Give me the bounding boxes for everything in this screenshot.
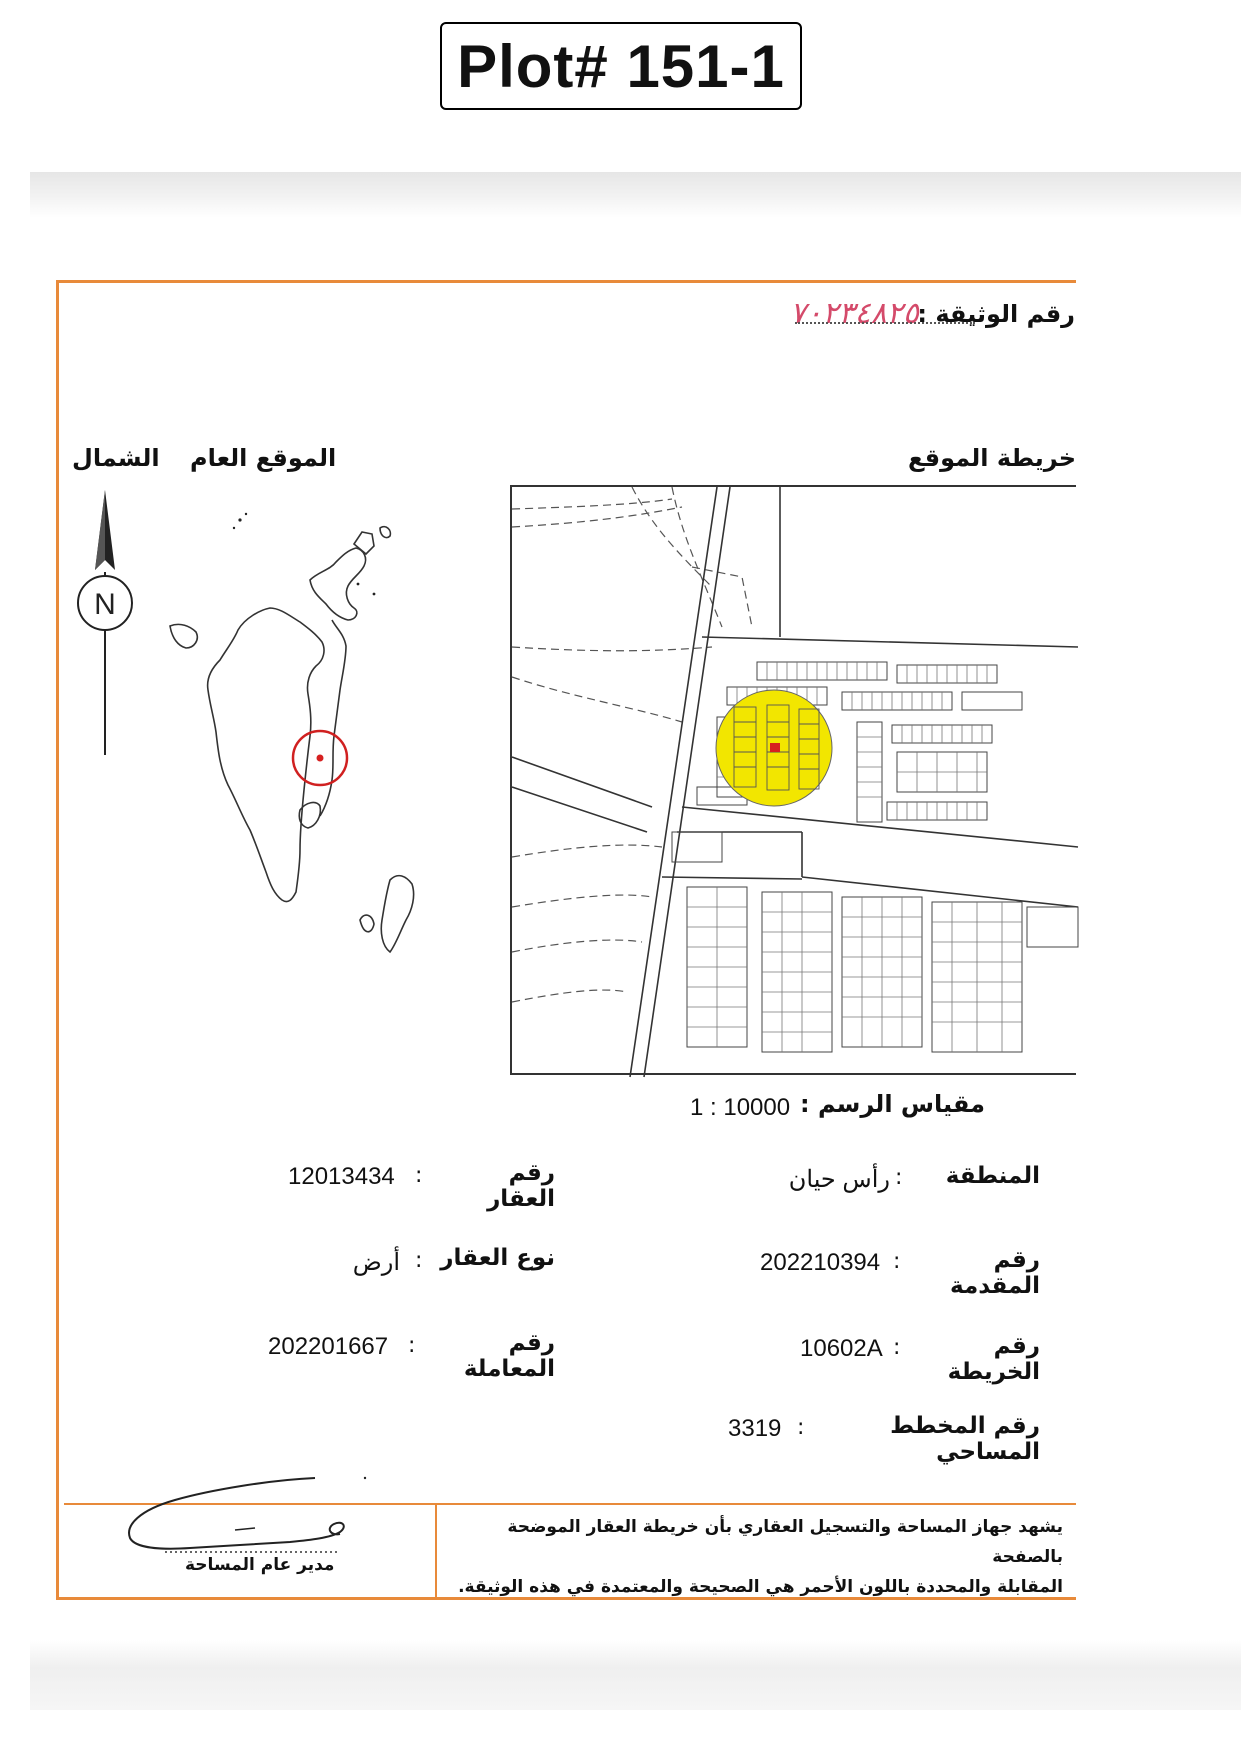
general-location-map (150, 500, 450, 1040)
doc-number-value: ٧٠٢٣٤٨٢٥ (790, 297, 919, 330)
property-type-value: أرض (352, 1249, 400, 1276)
north-arrow-icon (70, 490, 140, 760)
map-number-value: 10602A (800, 1335, 883, 1362)
certification-text (455, 1512, 1063, 1602)
certification-line-1: يشهد جهاز المساحة والتسجيل العقاري بأن خريطة العقار الموضحة بالصفحة (507, 1517, 1063, 1567)
transaction-number-value: 202201667 (268, 1333, 389, 1360)
property-number-label: رقم العقار (487, 1160, 555, 1212)
north-letter: N (94, 588, 116, 621)
signer-title: مدير عام المساحة (185, 1555, 335, 1575)
site-map-drawing (512, 487, 1078, 1077)
property-type-label: نوع العقار (440, 1245, 555, 1271)
doc-number-dotted-line (795, 322, 975, 324)
scan-shadow-bottom (30, 1640, 1241, 1710)
island-outline (170, 527, 414, 952)
doc-number-label: رقم الوثيقة : (917, 300, 1075, 328)
region-label: المنطقة (945, 1163, 1040, 1189)
scale-label: مقياس الرسم : (800, 1090, 985, 1118)
certification-line-2: المقابلة والمحددة باللون الأحمر هي الصحيحة والمعتمدة في هذه الوثيقة. (458, 1577, 1063, 1597)
survey-plan-value: 3319 (728, 1415, 782, 1442)
plot-title: Plot# 151-1 (440, 22, 802, 110)
property-number-value: 12013434 (288, 1163, 395, 1190)
location-dot (317, 755, 324, 762)
application-number-value: 202210394 (760, 1249, 881, 1276)
map-number-label: رقم الخريطة (947, 1333, 1040, 1385)
general-location-label: الموقع العام (190, 444, 337, 472)
transaction-number-label: رقم المعاملة (463, 1330, 555, 1382)
application-number-label: رقم المقدمة (950, 1247, 1040, 1299)
scale-value: 1 : 10000 (690, 1094, 791, 1121)
site-map-label: خريطة الموقع (907, 444, 1076, 472)
survey-plan-label: رقم المخطط المساحي (890, 1413, 1040, 1465)
plot-marker (770, 743, 780, 752)
site-map (510, 485, 1076, 1075)
north-label: الشمال (72, 444, 160, 472)
region-value: رأس حيان (788, 1166, 890, 1193)
scan-shadow-top (30, 172, 1241, 218)
footer-column-divider (435, 1503, 437, 1598)
